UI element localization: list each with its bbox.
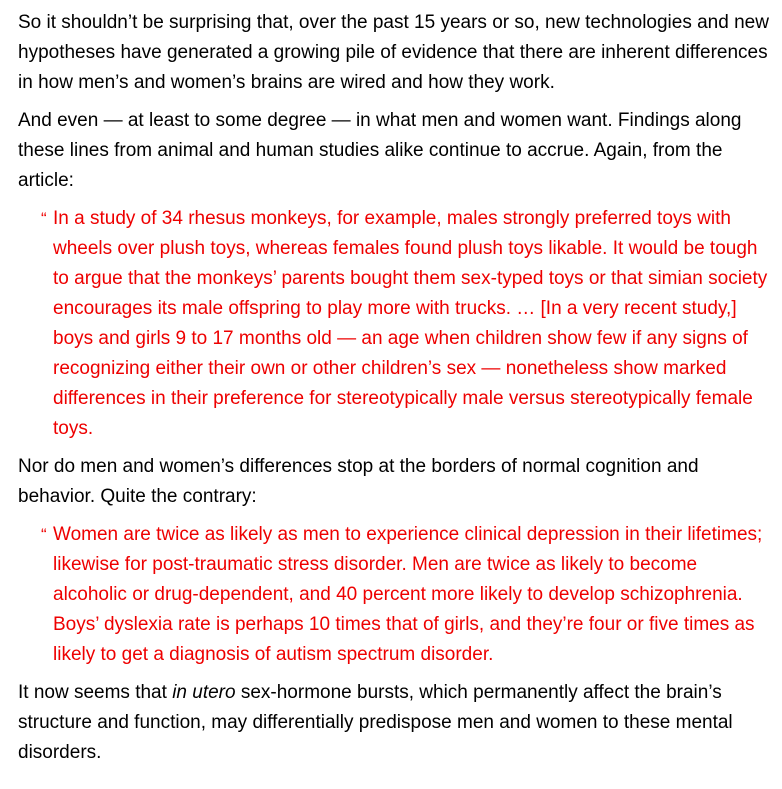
quote-mark-icon: “ [41,525,47,544]
paragraph-animal-studies: And even — at least to some degree — in what men and women want. Findings along these lines from animal and human studies alike continue to accrue. Again, from the article: [18,110,742,191]
quote-text-rhesus-monkeys: In a study of 34 rhesus monkeys, for example, males strongly preferred toys with wheels over plush toys, whereas females found plush toys likable. It would be tough to argue that the monkeys’ parents bought them sex-typed toys or that simian society encourages its male offspring to play more with trucks. … [In a very recent study,] boys and girls 9 to 17 months old — an age when children show few if any signs of recognizing either their own or other children’s sex — nonetheless show marked differences in their preference for stereotypically male versus stereotypically female toys. [53,208,768,439]
paragraph-differences: Nor do men and women’s differences stop at the borders of normal cognition and behavior. Quite the contrary: [18,456,699,507]
blockquote-mental-disorders [18,520,772,670]
paragraph-in-utero [18,678,772,768]
paragraph-in-utero-end: sex-hormone bursts, which permanently affect the brain’s structure and function, may differentially predispose men and women to these mental disorders. [18,682,733,763]
paragraph-intro: So it shouldn’t be surprising that, over the past 15 years or so, new technologies and new hypotheses have generated a growing pile of evidence that there are inherent differences in how men’s and women’s brains are wired and how they work. [18,12,769,93]
paragraph-in-utero-italic: in utero [172,682,236,703]
quote-text-mental-disorders: Women are twice as likely as men to experience clinical depression in their lifetimes; likewise for post-traumatic stress disorder. Men are twice as likely to become alcoholic or drug-dependent, and 40 percent more likely to develop schizophrenia. Boys’ dyslexia rate is perhaps 10 times that of girls, and they’re four or five times as likely to get a diagnosis of autism spectrum disorder. [53,524,763,665]
blockquote-rhesus-monkeys [18,204,772,444]
quote-mark-icon: “ [41,209,47,228]
paragraph-in-utero-start: It now seems that [18,682,173,703]
